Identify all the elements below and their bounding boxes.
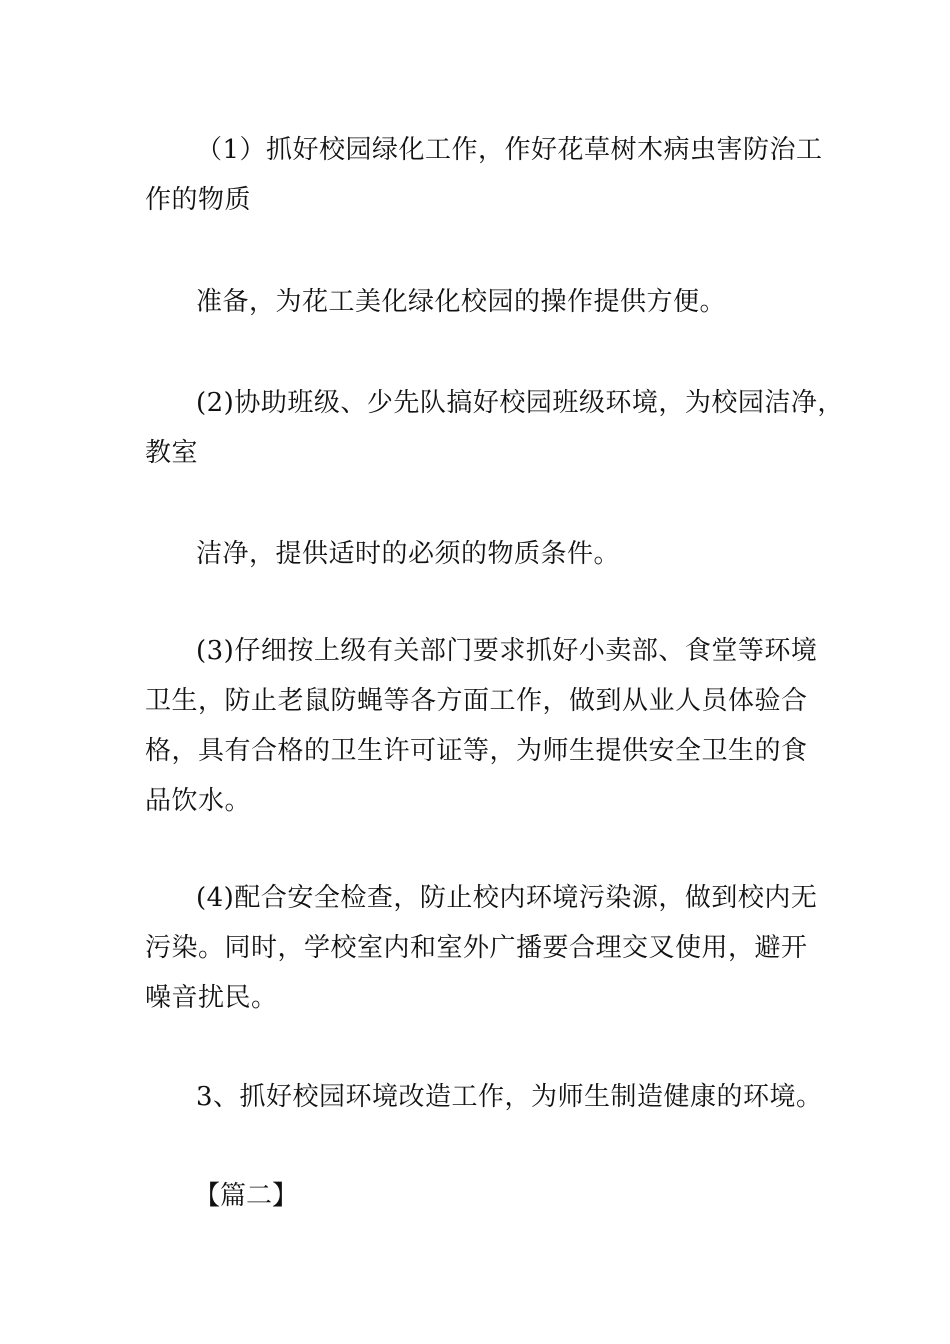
paragraph-line: （1）抓好校园绿化工作，作好花草树木病虫害防治工: [196, 135, 823, 165]
paragraph-line: 卫生，防止老鼠防蝇等各方面工作，做到从业人员体验合: [145, 686, 808, 716]
paragraph-line: 3、抓好校园环境改造工作，为师生制造健康的环境。: [196, 1082, 823, 1112]
paragraph-line: 作的物质: [145, 185, 252, 215]
paragraph-line: (2)协助班级、少先队搞好校园班级环境，为校园洁净，: [196, 388, 844, 418]
paragraph-line: 准备，为花工美化绿化校园的操作提供方便。: [196, 287, 727, 317]
paragraph-line: 噪音扰民。: [145, 983, 278, 1013]
paragraph-line: (4)配合安全检查，防止校内环境污染源，做到校内无: [196, 883, 818, 913]
paragraph-line: (3)仔细按上级有关部门要求抓好小卖部、食堂等环境: [196, 636, 818, 666]
paragraph-line: 格，具有合格的卫生许可证等，为师生提供安全卫生的食: [145, 736, 808, 766]
paragraph-line: 洁净，提供适时的必须的物质条件。: [196, 539, 621, 569]
paragraph-line: 品饮水。: [145, 786, 252, 816]
paragraph-line: 教室: [145, 438, 199, 468]
paragraph-line: 污染。同时，学校室内和室外广播要合理交叉使用，避开: [145, 933, 808, 963]
section-heading: 【篇二】: [194, 1181, 299, 1211]
